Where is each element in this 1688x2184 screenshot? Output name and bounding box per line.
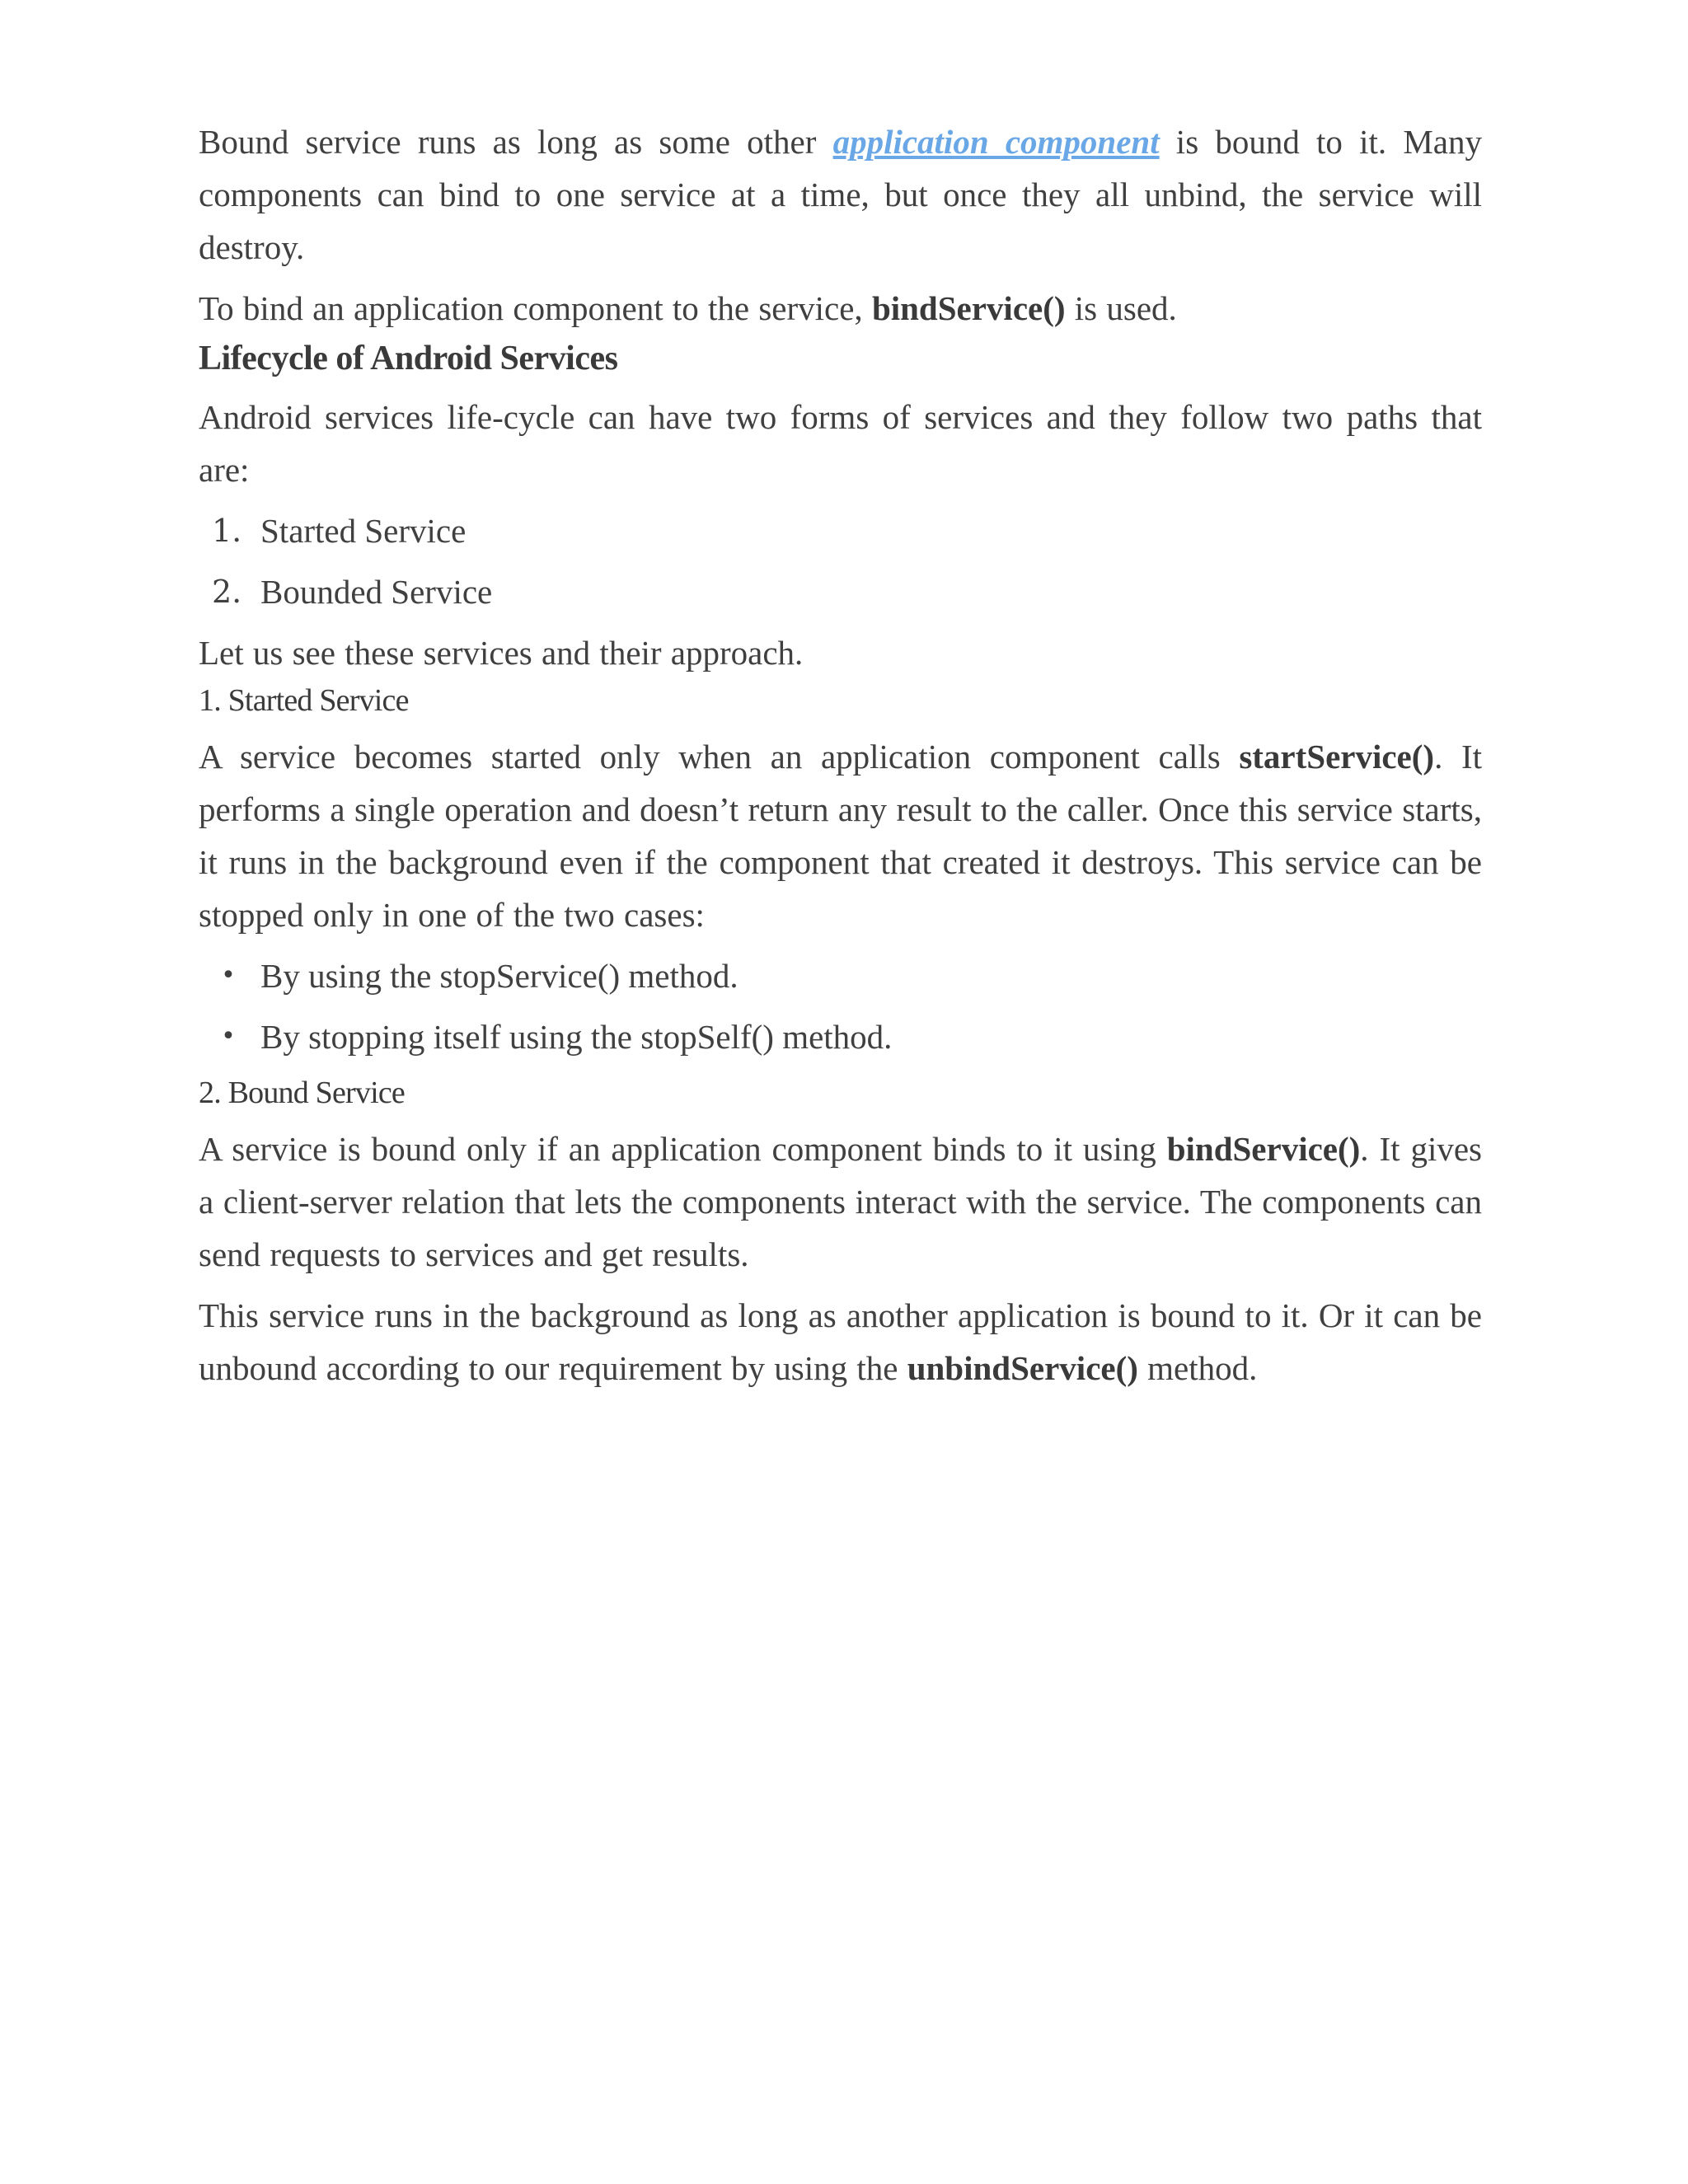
lifecycle-paths-list [199,504,1482,618]
intro-text-start: Bound service runs as long as some other [199,123,833,161]
started-service-heading: 1. Started Service [199,683,409,718]
list-item-label: Started Service [260,512,467,550]
lifecycle-heading: Lifecycle of Android Services [199,340,618,377]
stop-cases-list [199,949,1482,1063]
list-item-label: By stopping itself using the stopSelf() method. [260,1018,893,1056]
started-service-paragraph [199,730,1482,941]
lifecycle-summary: Let us see these services and their approach. [199,634,804,672]
document-page [199,115,1482,1403]
startservice-term: startService() [1239,738,1435,776]
list-item [199,504,1482,557]
list-item-label: By using the stopService() method. [260,957,738,995]
bindservice-term: bindService() [1166,1130,1361,1168]
lifecycle-description: Android services life-cycle can have two forms of services and they follow two paths that are: [199,398,1482,489]
bullet-icon: • [221,1022,236,1051]
bind-paragraph [199,282,1482,335]
bind-text-start: To bind an application component to the service, [199,289,872,327]
bound-text-start: A service is bound only if an application component binds to it using [199,1130,1167,1168]
started-text-start: A service becomes started only when an application component calls [199,738,1240,776]
bind-text-end: is used. [1065,289,1177,327]
bindservice-term: bindService() [871,289,1066,327]
list-item [199,565,1482,618]
unbind-text-start: This service runs in the background as long as another application is bound to it. Or it can be unbound according to our requirement by using the [199,1296,1482,1387]
list-number: 1. [212,513,242,549]
bound-service-heading: 2. Bound Service [199,1076,405,1110]
started-text-end: . It performs a single operation and doesn’t return any result to the caller. Once this service starts, it runs in the background even if the component that created it destroys. This service can be stopped only in one of the two cases: [199,738,1483,934]
unbind-text-end: method. [1137,1349,1258,1387]
unbind-paragraph [199,1289,1482,1394]
list-item-label: Bounded Service [260,573,493,611]
unbindservice-term: unbindService() [907,1349,1138,1387]
intro-paragraph [199,115,1482,274]
list-item [199,949,1482,1002]
list-item [199,1010,1482,1063]
intro-text-end: is bound to it. Many components can bind to one service at a time, but once they all unbind, the service will destroy. [199,123,1482,266]
bound-text-end: . It gives a client-server relation that lets the components interact with the service. The components can send requests to services and get results. [199,1130,1482,1273]
list-number: 2. [212,574,242,610]
bound-service-paragraph [199,1122,1482,1281]
application-component-link[interactable]: application component [832,123,1160,161]
bullet-icon: • [221,961,236,990]
